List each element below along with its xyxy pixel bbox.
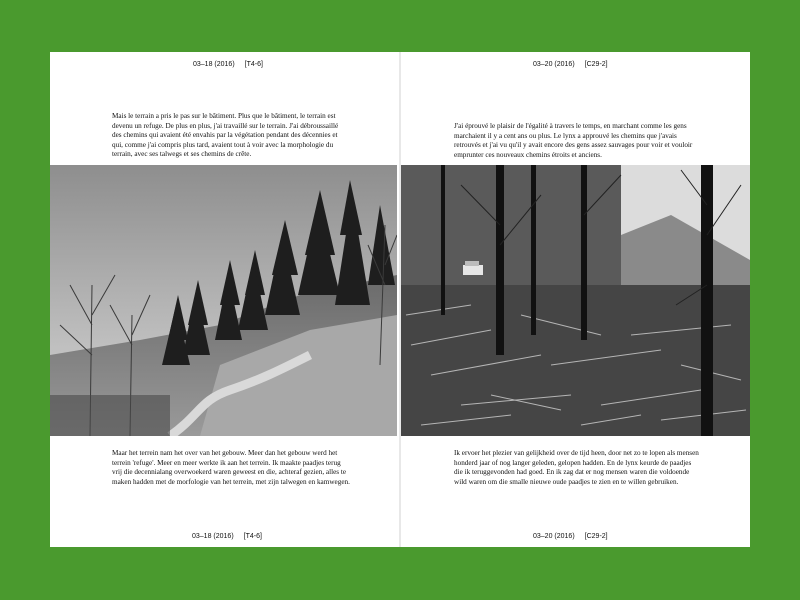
left-footer-code: [T4-6] [243,533,262,540]
right-footer-date: 03–20 (2016) [533,533,575,540]
left-photo-hillside-path [50,165,397,436]
right-photo-forest-clearing [401,165,750,436]
left-french-text: Mais le terrain a pris le pas sur le bâtiment. Plus que le bâtiment, le terrain est devenu un refuge. De plus en plus, j'ai travaillé sur le terrain. J'ai débroussaillé des chemins qui avaient été envahis par la végétation pendant des décennies et qui, comme j'ai compris plus tard, avaient tout à voir avec la morphologie du terrain, avec ses talwegs et ses chemins de crête. [112,112,339,158]
left-header-code: [T4-6] [244,61,263,68]
right-page [401,52,750,547]
left-page [50,52,399,547]
book-spread [50,52,750,547]
right-dutch-text: Ik ervoer het plezier van gelijkheid over de tijd heen, door net zo te lopen als mensen honderd jaar of nog langer geleden, gelopen hadden. En de lynx keurde de paadjes die ik teruggevonden had goed. En ik zag dat er nog mensen waren die voldoende wild waren om die smalle nieuwe oude paadjes te zien en te willen gebruiken. [454,449,699,486]
right-french-text: J'ai éprouvé le plaisir de l'égalité à travers le temps, en marchant comme les gens marchaient il y a cent ans ou plus. Le lynx a approuvé les chemins que j'avais retrouvés et j'ai vu qu'il y avait encore des gens assez sauvages pour voir et vouloir emprunter ces nouveaux chemins étroits et anciens. [454,122,693,159]
right-footer-code: [C29-2] [584,533,608,540]
left-header-date: 03–18 (2016) [193,61,235,68]
left-footer-date: 03–18 (2016) [192,533,234,540]
left-dutch-text: Maar het terrein nam het over van het gebouw. Meer dan het gebouw werd het terrein 'refuge'. Meer en meer werkte ik aan het terrein. Ik maakte paadjes terug vrij die decennialang overwoekerd waren geweest en die, achteraf gezien, alles te maken hadden met de morfologie van het terrein, met zijn talwegen en kamwegen. [112,449,350,486]
right-header-code: [C29-2] [584,61,608,68]
right-page-footer [533,533,608,540]
left-page-footer [192,533,262,540]
right-header-date: 03–20 (2016) [533,61,575,68]
left-page-header [193,61,263,68]
right-page-header [533,61,608,68]
